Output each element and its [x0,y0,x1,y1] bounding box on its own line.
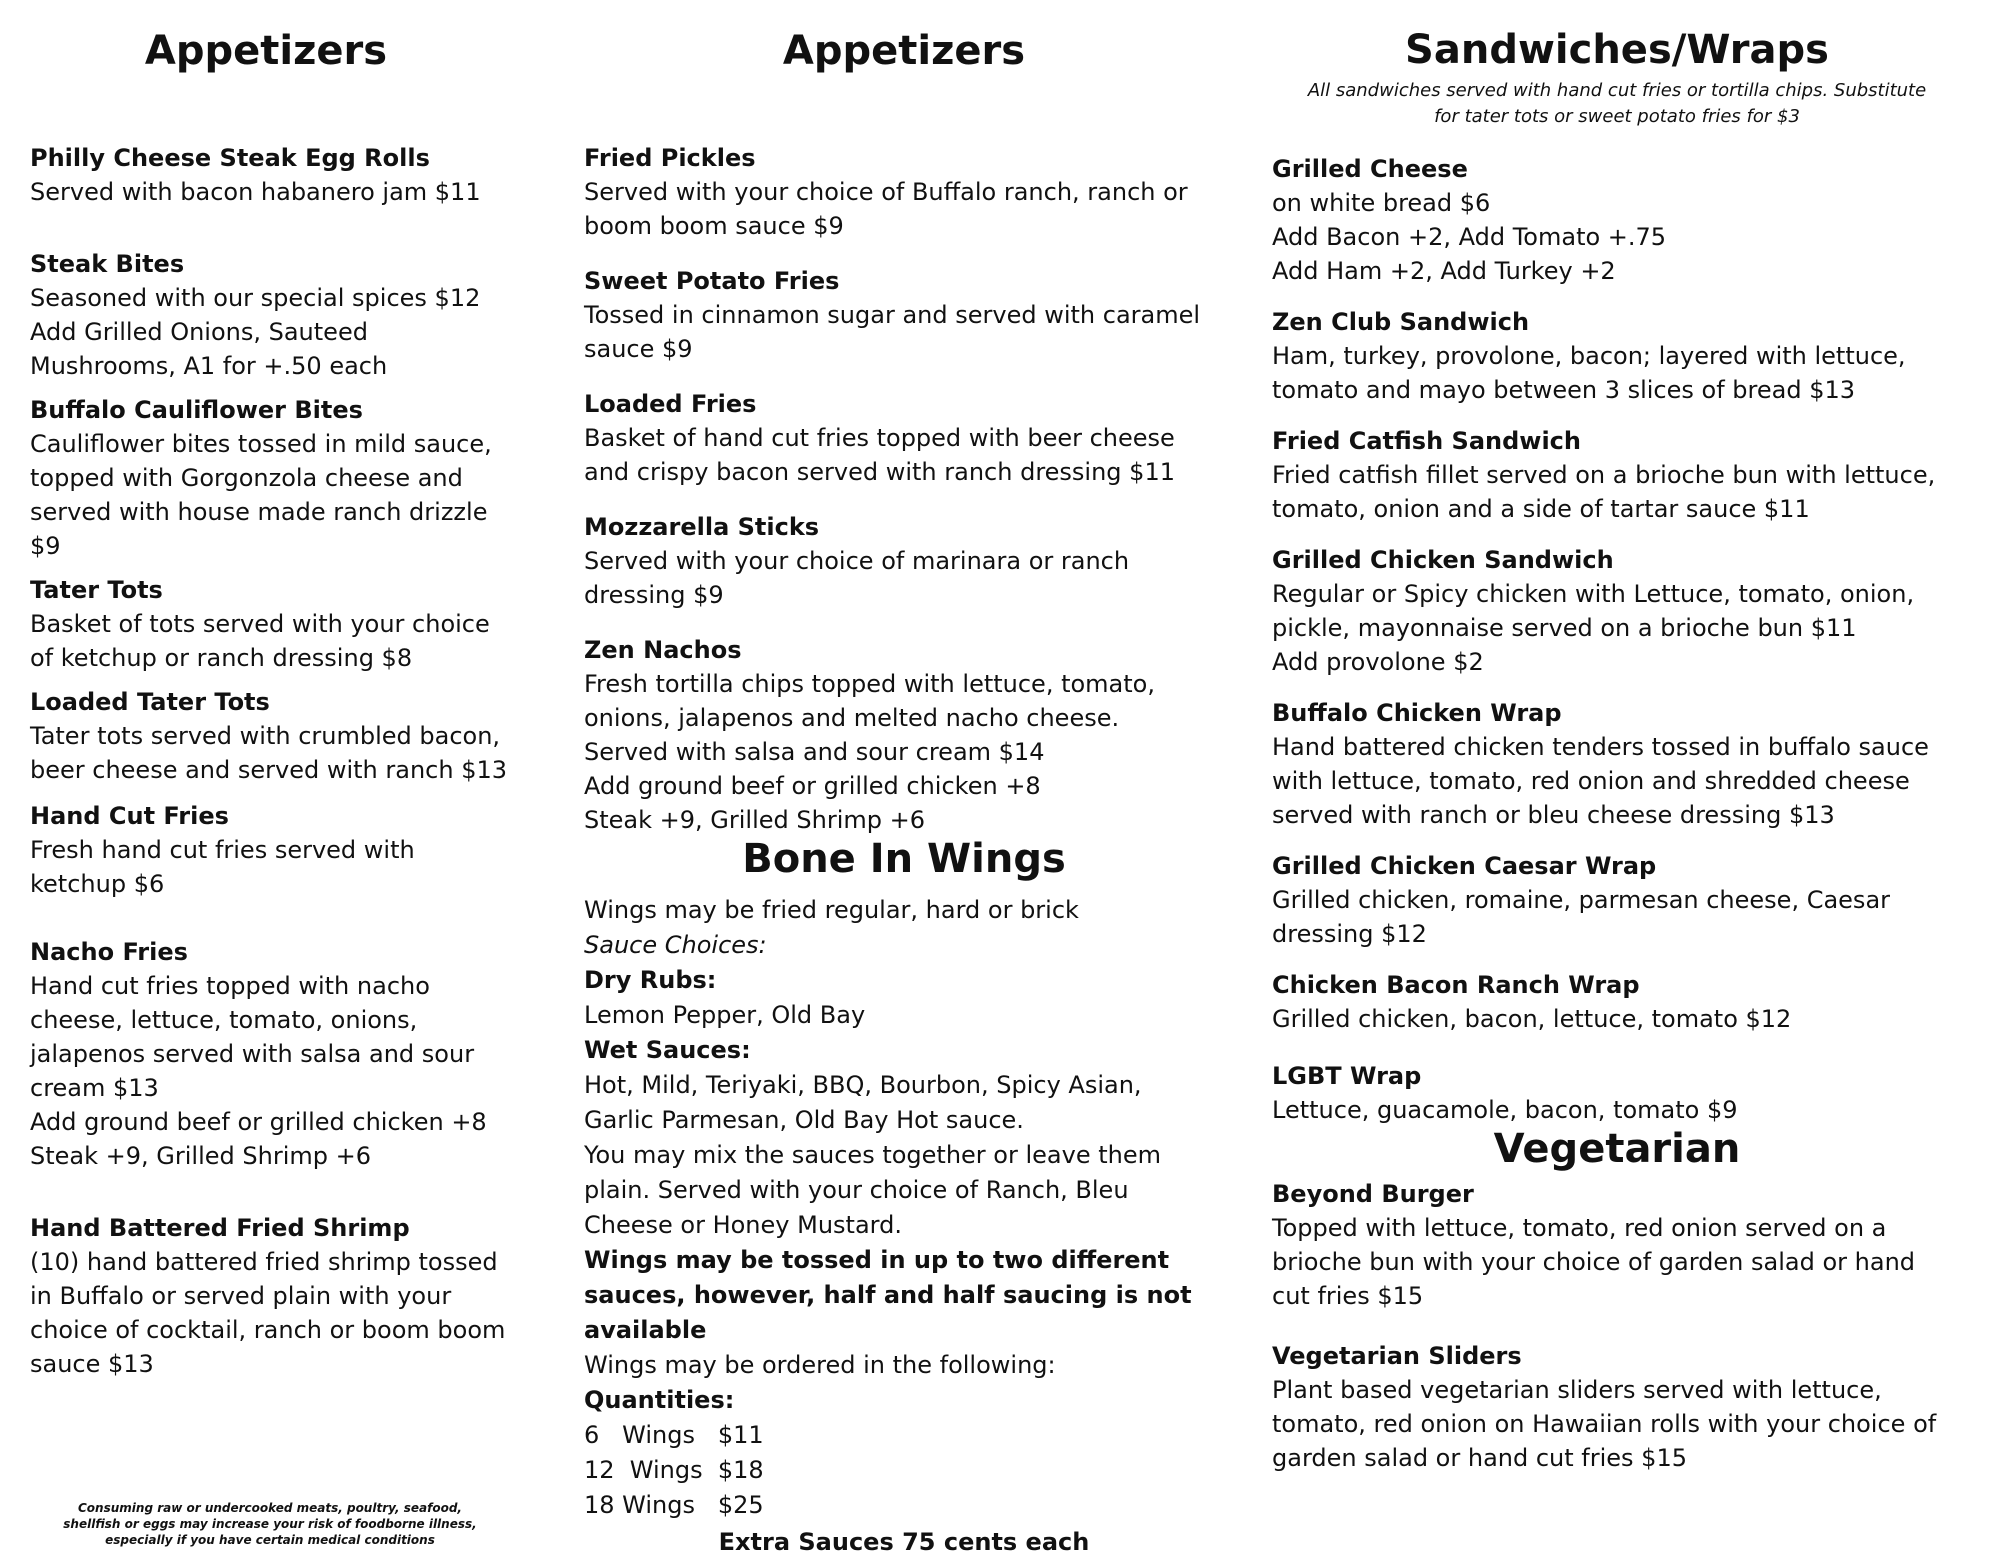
menu-item [1272,424,1962,526]
item-description: Cauliflower bites tossed in mild sauce, topped with Gorgonzola cheese and served with house made ranch drizzle $9 [30,430,492,560]
item-description: Basket of tots served with your choice of ketchup or ranch dressing $8 [30,610,490,672]
item-name: Chicken Bacon Ranch Wrap [1272,971,1640,999]
menu-item [584,141,1224,243]
item-name: Nacho Fries [30,938,188,966]
item-description: Hand battered chicken tenders tossed in buffalo sauce with lettuce, tomato, red onion and shredded cheese served with ranch or bleu cheese dressing $13 [1272,733,1929,829]
menu-item [1272,543,1962,679]
menu-item [1272,1339,1962,1475]
wings-details [584,893,1224,1559]
item-description: Plant based vegetarian sliders served with lettuce, tomato, red onion on Hawaiian rolls with your choice of garden salad or hand cut fries $15 [1272,1376,1937,1472]
menu-item [584,510,1224,612]
menu-item [30,799,525,901]
item-description: Hand cut fries topped with nacho cheese, lettuce, tomato, onions, jalapenos served with salsa and sour cream $13 Add ground beef or grilled chicken +8 Steak +9, Grilled Shrimp +6 [30,972,487,1170]
item-name: Buffalo Cauliflower Bites [30,396,363,424]
item-name: Buffalo Chicken Wrap [1272,699,1562,727]
section-heading-sandwiches-wraps: Sandwiches/Wraps [1405,27,1829,73]
item-name: Loaded Tater Tots [30,688,270,716]
quantity-option: 18 Wings $25 [584,1491,764,1519]
item-name: Loaded Fries [584,390,757,418]
menu-item [1272,1059,1962,1127]
menu-item [30,935,525,1173]
wings-intro: Wings may be fried regular, hard or brick [584,896,1079,924]
item-name: Zen Nachos [584,636,742,664]
menu-item [30,393,525,563]
item-name: Philly Cheese Steak Egg Rolls [30,144,430,172]
item-description: Basket of hand cut fries topped with beer cheese and crispy bacon served with ranch dressing $11 [584,424,1175,486]
item-name: Mozzarella Sticks [584,513,820,541]
menu-item [1272,305,1962,407]
item-name: Beyond Burger [1272,1180,1474,1208]
item-description: Grilled chicken, bacon, lettuce, tomato $12 [1272,1005,1792,1033]
item-name: Vegetarian Sliders [1272,1342,1522,1370]
food-safety-disclaimer: Consuming raw or undercooked meats, poultry, seafood, shellfish or eggs may increase your risk of foodborne illness, especially if you have certain medical conditions [63,1501,477,1547]
section-heading-vegetarian: Vegetarian [1493,1126,1741,1172]
menu-item [30,1211,525,1381]
item-description: Lettuce, guacamole, bacon, tomato $9 [1272,1096,1738,1124]
menu-item [1272,849,1962,951]
item-description: Served with bacon habanero jam $11 [30,178,481,206]
item-name: Grilled Cheese [1272,155,1468,183]
section-heading-bone-in-wings: Bone In Wings [742,836,1066,882]
menu-item [1272,152,1962,288]
item-description: Fresh hand cut fries served with ketchup $6 [30,836,415,898]
item-name: Sweet Potato Fries [584,267,840,295]
section-heading-appetizers: Appetizers [782,28,1026,74]
item-description: Topped with lettuce, tomato, red onion served on a brioche bun with your choice of garden salad or hand cut fries $15 [1272,1214,1916,1310]
sandwiches-column [1272,0,1962,1475]
item-description: Grilled chicken, romaine, parmesan cheese, Caesar dressing $12 [1272,886,1891,948]
item-name: LGBT Wrap [1272,1062,1422,1090]
menu-item [1272,696,1962,832]
item-name: Fried Catfish Sandwich [1272,427,1581,455]
item-name: Grilled Chicken Sandwich [1272,546,1614,574]
quantity-option: 6 Wings $11 [584,1421,764,1449]
appetizers-column-2 [584,0,1224,1559]
sandwich-sides-note: All sandwiches served with hand cut fries or tortilla chips. Substitute for tater tots or sweet potato fries for $3 [1307,80,1927,127]
menu-item [30,247,525,383]
menu-item [30,141,525,209]
menu-item [30,573,525,675]
item-description: Served with your choice of marinara or ranch dressing $9 [584,547,1130,609]
extra-sauces-note: Extra Sauces 75 cents each [718,1528,1090,1556]
menu-item [1272,1177,1962,1313]
appetizers-column-1 [30,0,525,1381]
item-description: on white bread $6 Add Bacon +2, Add Tomato +.75 Add Ham +2, Add Turkey +2 [1272,189,1667,285]
quantities-label: Quantities: [584,1386,735,1414]
item-name: Zen Club Sandwich [1272,308,1530,336]
sauce-choices-label: Sauce Choices: [584,931,767,959]
item-description: Fresh tortilla chips topped with lettuce, tomato, onions, jalapenos and melted nacho cheese. Served with salsa and sour cream $14 Add ground beef or grilled chicken +8 Steak +9, Grilled Shrimp +6 [584,670,1155,834]
item-description: Tossed in cinnamon sugar and served with caramel sauce $9 [584,301,1201,363]
item-name: Steak Bites [30,250,185,278]
menu-item [584,633,1224,837]
mix-sauces-note: You may mix the sauces together or leave them plain. Served with your choice of Ranch, Bleu Cheese or Honey Mustard. [584,1141,1161,1239]
menu-item [584,264,1224,366]
menu-item [30,685,525,787]
item-description: Fried catfish fillet served on a brioche bun with lettuce, tomato, onion and a side of tartar sauce $11 [1272,461,1936,523]
item-description: Seasoned with our special spices $12 Add Grilled Onions, Sauteed Mushrooms, A1 for +.50 each [30,284,481,380]
item-name: Hand Battered Fried Shrimp [30,1214,410,1242]
order-note: Wings may be ordered in the following: [584,1351,1056,1379]
menu-item [1272,968,1962,1036]
quantity-option: 12 Wings $18 [584,1456,764,1484]
item-description: Tater tots served with crumbled bacon, beer cheese and served with ranch $13 [30,722,508,784]
wet-sauces-label: Wet Sauces: [584,1036,751,1064]
item-name: Fried Pickles [584,144,756,172]
dry-rubs-list: Lemon Pepper, Old Bay [584,1001,866,1029]
item-description: Served with your choice of Buffalo ranch, ranch or boom boom sauce $9 [584,178,1188,240]
menu-item [584,387,1224,489]
saucing-rule-note: Wings may be tossed in up to two different sauces, however, half and half saucing is not available [584,1246,1192,1344]
item-name: Hand Cut Fries [30,802,229,830]
section-heading-appetizers: Appetizers [144,28,388,74]
dry-rubs-label: Dry Rubs: [584,966,717,994]
item-description: Ham, turkey, provolone, bacon; layered with lettuce, tomato and mayo between 3 slices of bread $13 [1272,342,1906,404]
item-name: Grilled Chicken Caesar Wrap [1272,852,1657,880]
wet-sauces-list: Hot, Mild, Teriyaki, BBQ, Bourbon, Spicy Asian, Garlic Parmesan, Old Bay Hot sauce. [584,1071,1142,1134]
item-description: (10) hand battered fried shrimp tossed in Buffalo or served plain with your choice of cocktail, ranch or boom boom sauce $13 [30,1248,506,1378]
item-name: Tater Tots [30,576,163,604]
item-description: Regular or Spicy chicken with Lettuce, tomato, onion, pickle, mayonnaise served on a brioche bun $11 Add provolone $2 [1272,580,1915,676]
